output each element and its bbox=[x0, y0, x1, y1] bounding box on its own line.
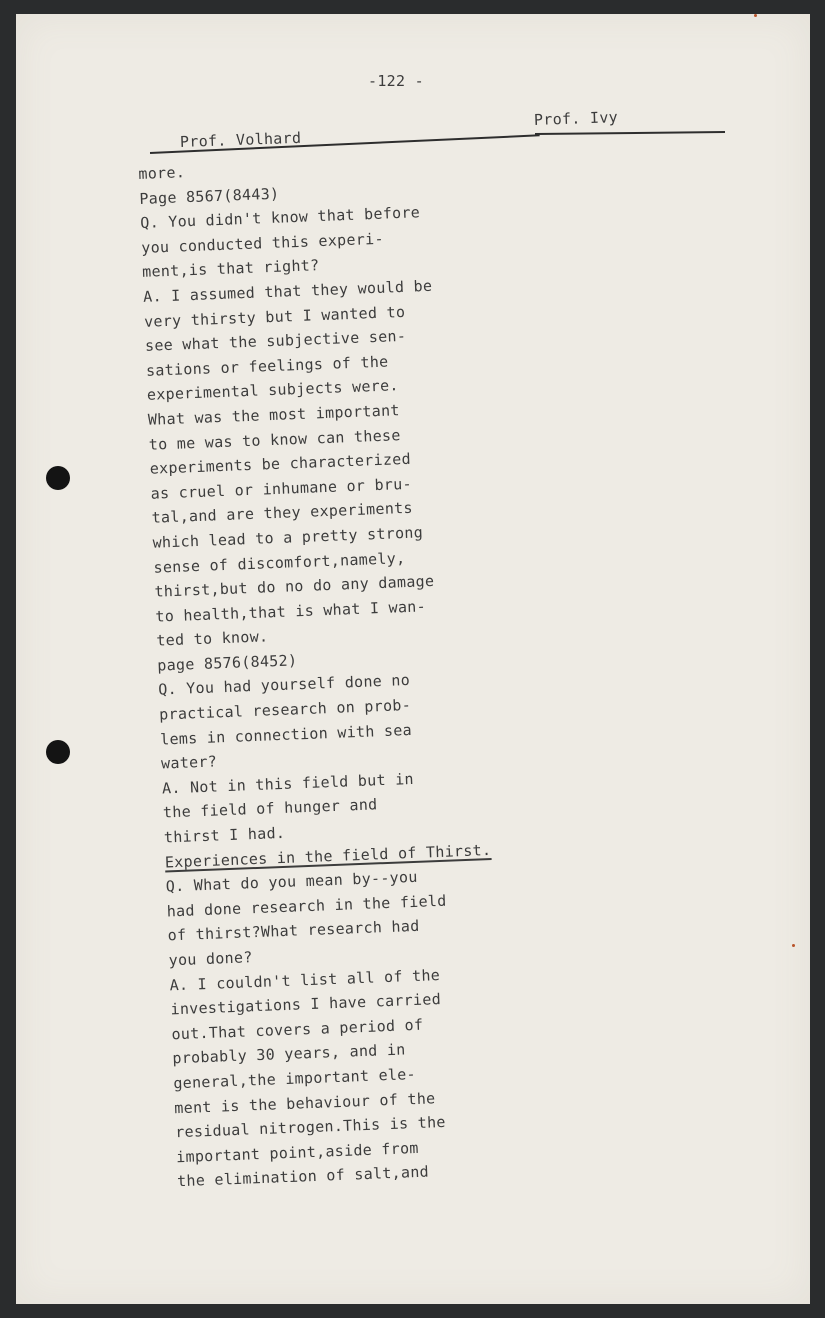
paper-fleck bbox=[754, 14, 757, 17]
text-line: more. bbox=[138, 163, 186, 183]
text-line: investigations I have carried bbox=[170, 990, 442, 1019]
testimony-text bbox=[138, 145, 617, 1194]
text-line: the field of hunger and bbox=[162, 795, 378, 822]
text-line: to health,that is what I wan- bbox=[155, 596, 427, 626]
text-line: A. Not in this field but in bbox=[161, 769, 415, 798]
text-line: water? bbox=[160, 752, 218, 773]
section-heading: Experiences in the field of Thirst. bbox=[164, 840, 492, 872]
text-line: sense of discomfort,namely, bbox=[153, 548, 406, 577]
text-line: to me was to know can these bbox=[148, 425, 401, 454]
text-line: you conducted this experi- bbox=[140, 229, 385, 257]
text-line: ment is the behaviour of the bbox=[173, 1088, 436, 1117]
page-number: -122 - bbox=[368, 72, 424, 90]
header-right-name: Prof. Ivy bbox=[533, 108, 619, 129]
text-line: you done? bbox=[168, 948, 253, 970]
text-line: lems in connection with sea bbox=[159, 720, 413, 749]
text-line: see what the subjective sen- bbox=[144, 326, 407, 356]
text-line: ted to know. bbox=[156, 627, 269, 650]
text-line: Page 8567(8443) bbox=[139, 184, 280, 208]
text-line: sations or feelings of the bbox=[145, 352, 389, 380]
text-line: experiments be characterized bbox=[149, 449, 412, 478]
text-line: Q. You had yourself done no bbox=[157, 671, 411, 700]
text-line: out.That covers a period of bbox=[171, 1015, 424, 1044]
text-line: as cruel or inhumane or bru- bbox=[150, 474, 413, 503]
text-line: residual nitrogen.This is the bbox=[174, 1113, 447, 1142]
text-line: A. I assumed that they would be bbox=[142, 276, 433, 306]
text-line: of thirst?What research had bbox=[167, 917, 420, 945]
text-line: important point,aside from bbox=[175, 1138, 420, 1167]
text-line: which lead to a pretty strong bbox=[152, 523, 424, 552]
text-line: experimental subjects were. bbox=[146, 376, 400, 405]
text-line: general,the important ele- bbox=[173, 1064, 417, 1093]
text-line: Q. You didn't know that before bbox=[140, 203, 421, 233]
document-page bbox=[16, 14, 810, 1304]
text-line: thirst I had. bbox=[163, 823, 286, 847]
text-line: tal,and are they experiments bbox=[151, 499, 414, 528]
text-line: thirst,but do no do any damage bbox=[154, 572, 435, 601]
punch-hole-bottom bbox=[46, 740, 70, 764]
text-line: page 8576(8452) bbox=[156, 651, 298, 675]
header-rule-extension bbox=[535, 131, 725, 135]
text-line: practical research on prob- bbox=[158, 695, 412, 724]
text-line: probably 30 years, and in bbox=[172, 1040, 406, 1068]
text-line: the elimination of salt,and bbox=[176, 1162, 430, 1191]
text-line: had done research in the field bbox=[166, 891, 447, 921]
header-left-name: Prof. Volhard bbox=[179, 128, 302, 151]
paper-fleck bbox=[792, 944, 795, 947]
text-line: A. I couldn't list all of the bbox=[169, 965, 441, 994]
text-line: What was the most important bbox=[147, 401, 400, 429]
punch-hole-top bbox=[46, 466, 70, 490]
text-line: ment,is that right? bbox=[141, 256, 320, 282]
text-line: very thirsty but I wanted to bbox=[143, 302, 406, 331]
text-line: Q. What do you mean by--you bbox=[165, 868, 418, 896]
